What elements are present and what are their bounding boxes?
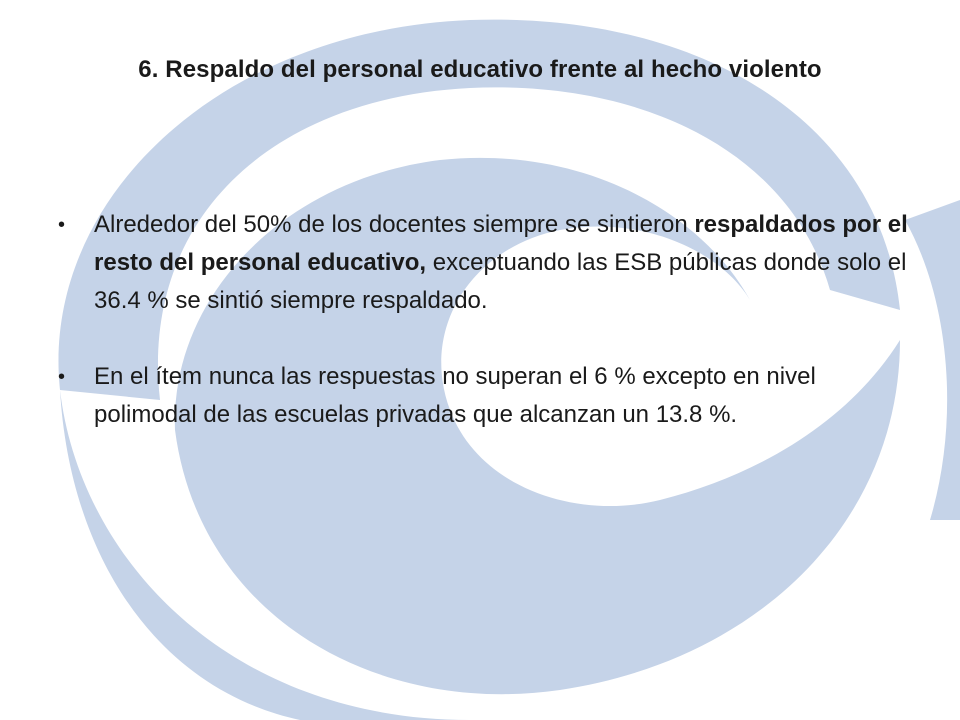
bullet-list (58, 206, 918, 434)
bullet-text-before: Alrededor del 50% de los docentes siempre se sintieron (94, 211, 695, 238)
bullet-text-bold: respaldados por el resto del personal educativo, (94, 211, 908, 276)
bullet-text-after: exceptuando las ESB públicas donde solo el 36.4 % se sintió siempre respaldado. (94, 249, 907, 314)
bullet-marker: • (58, 214, 66, 236)
bullet-item-respaldo (58, 206, 918, 320)
bullet-marker: • (58, 366, 66, 388)
bullet-text: En el ítem nunca las respuestas no superan el 6 % excepto en nivel polimodal de las escuelas privadas que alcanzan un 13.8 %. (94, 363, 816, 428)
slide-title: 6. Respaldo del personal educativo frente al hecho violento (138, 56, 822, 83)
bullet-item-nunca (58, 358, 918, 434)
